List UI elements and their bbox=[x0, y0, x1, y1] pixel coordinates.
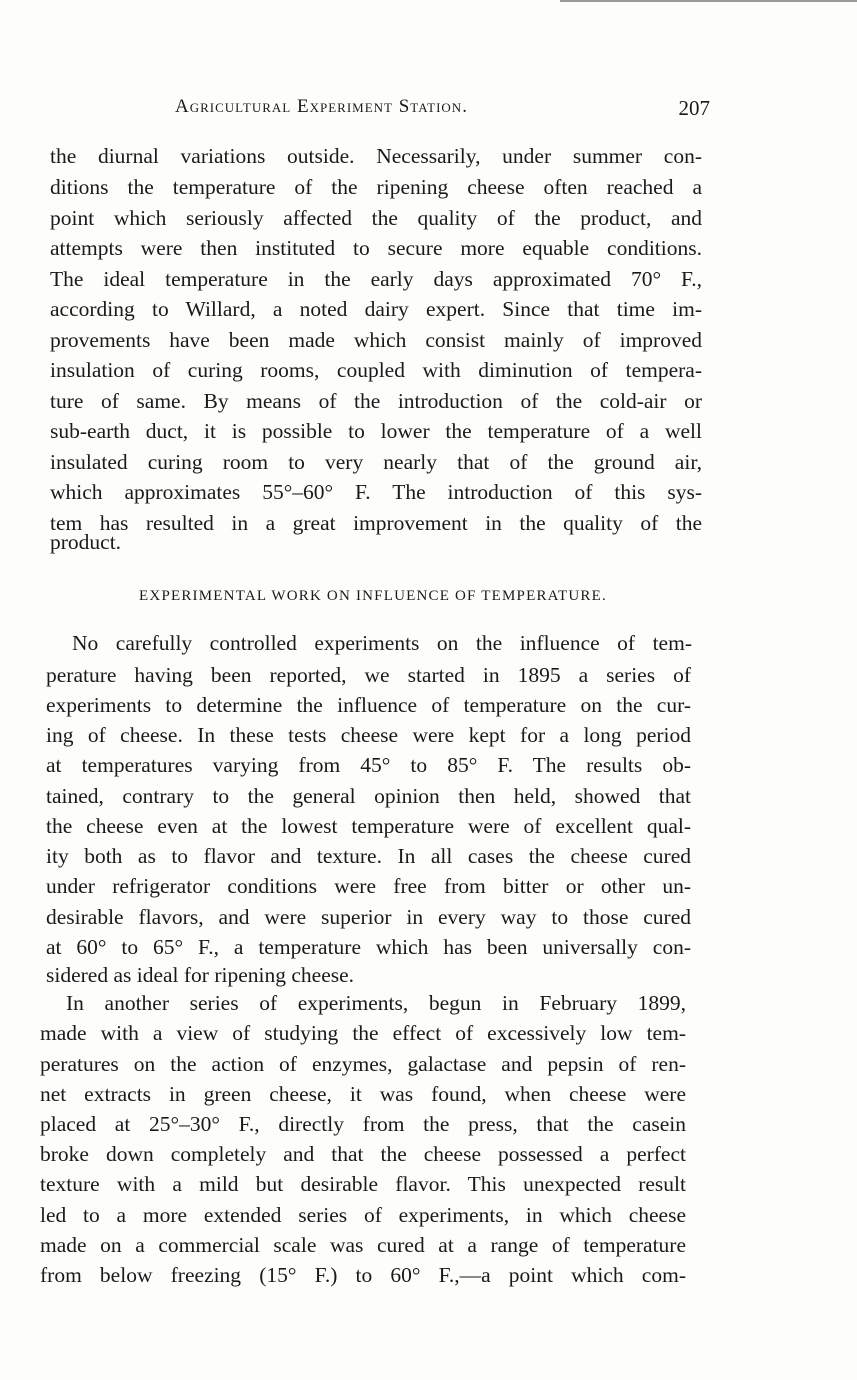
text-line: attempts were then instituted to secure more equable conditions. bbox=[50, 236, 702, 260]
text-line: made on a commercial scale was cured at a range of temperature bbox=[40, 1233, 686, 1257]
text-line: which approximates 55°–60° F. The introduction of this sys- bbox=[50, 480, 702, 504]
text-line: net extracts in green cheese, it was found, when cheese were bbox=[40, 1082, 686, 1106]
text-line: ity both as to flavor and texture. In all cases the cheese cured bbox=[46, 844, 691, 868]
text-line: experiments to determine the influence of temperature on the cur- bbox=[46, 693, 691, 717]
text-line: the cheese even at the lowest temperature were of excellent qual- bbox=[46, 814, 691, 838]
text-line: made with a view of studying the effect of excessively low tem- bbox=[40, 1021, 686, 1045]
text-line: insulated curing room to very nearly that of the ground air, bbox=[50, 450, 702, 474]
text-line: No carefully controlled experiments on the influence of tem- bbox=[72, 631, 692, 655]
text-line: tem has resulted in a great improvement in the quality of the bbox=[50, 511, 702, 535]
text-line: placed at 25°–30° F., directly from the press, that the casein bbox=[40, 1112, 686, 1136]
text-line: at temperatures varying from 45° to 85° F. The results ob- bbox=[46, 753, 691, 777]
text-line: product. bbox=[50, 530, 122, 554]
text-line: tained, contrary to the general opinion then held, showed that bbox=[46, 784, 691, 808]
text-line: ing of cheese. In these tests cheese were kept for a long period bbox=[46, 723, 691, 747]
text-line: In another series of experiments, begun in February 1899, bbox=[66, 991, 686, 1015]
scan-edge-rule bbox=[560, 0, 857, 2]
text-line: sub-earth duct, it is possible to lower the temperature of a well bbox=[50, 419, 702, 443]
text-line: point which seriously affected the quality of the product, and bbox=[50, 206, 702, 230]
text-line: peratures on the action of enzymes, galactase and pepsin of ren- bbox=[40, 1052, 686, 1076]
text-line: led to a more extended series of experiments, in which cheese bbox=[40, 1203, 686, 1227]
section-heading: EXPERIMENTAL WORK ON INFLUENCE OF TEMPERATURE. bbox=[139, 588, 607, 604]
text-line: according to Willard, a noted dairy expert. Since that time im- bbox=[50, 297, 702, 321]
page-number: 207 bbox=[678, 96, 710, 120]
text-line: at 60° to 65° F., a temperature which has been universally con- bbox=[46, 935, 691, 959]
text-line: under refrigerator conditions were free from bitter or other un- bbox=[46, 874, 691, 898]
text-line: desirable flavors, and were superior in every way to those cured bbox=[46, 905, 691, 929]
text-line: broke down completely and that the cheese possessed a perfect bbox=[40, 1142, 686, 1166]
text-line: ditions the temperature of the ripening cheese often reached a bbox=[50, 175, 702, 199]
running-title: Agricultural Experiment Station. bbox=[175, 96, 468, 117]
text-line: sidered as ideal for ripening cheese. bbox=[46, 963, 355, 987]
text-line: insulation of curing rooms, coupled with diminution of tempera- bbox=[50, 358, 702, 382]
text-line: texture with a mild but desirable flavor. This unexpected result bbox=[40, 1172, 686, 1196]
text-line: from below freezing (15° F.) to 60° F.,—a point which com- bbox=[40, 1263, 686, 1287]
text-line: perature having been reported, we started in 1895 a series of bbox=[46, 663, 691, 687]
text-line: The ideal temperature in the early days approximated 70° F., bbox=[50, 267, 702, 291]
text-line: provements have been made which consist mainly of improved bbox=[50, 328, 702, 352]
page-header bbox=[175, 96, 710, 126]
text-line: ture of same. By means of the introduction of the cold-air or bbox=[50, 389, 702, 413]
text-line: the diurnal variations outside. Necessarily, under summer con- bbox=[50, 144, 702, 168]
